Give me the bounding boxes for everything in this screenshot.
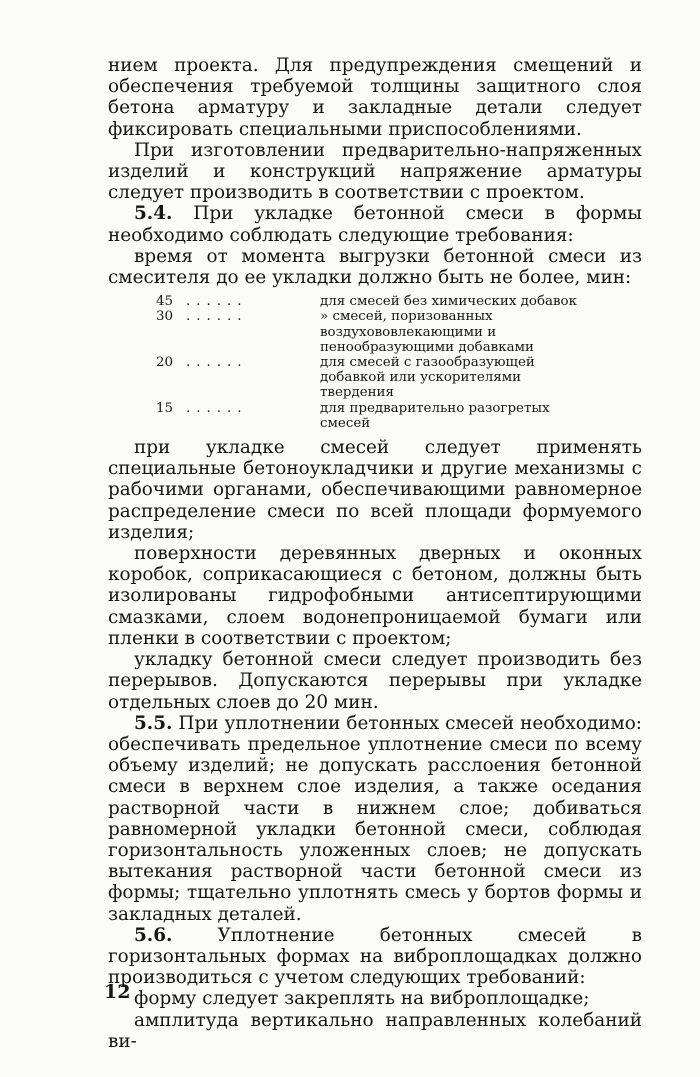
table-minutes: 45 bbox=[156, 294, 174, 310]
paragraph-amplitude: амплитуда вертикально направленных колебаний ви- bbox=[108, 1009, 642, 1052]
table-desc: для смесей с газообразующей добавкой или ускорителями твердения bbox=[320, 355, 535, 401]
section-5-5 bbox=[108, 713, 642, 925]
table-row bbox=[156, 355, 642, 401]
table-row bbox=[156, 401, 642, 431]
table-dots: ...... bbox=[186, 355, 248, 371]
section-number: 5.5. bbox=[134, 712, 173, 734]
section-text: При уплотнении бетонных смесей необходимо: обеспечивать предельное уплотнение смеси по всему объему изделий; не допускать расслоения бетонной смеси в верхнем слое изделия, а также оседания растворной части в нижнем слое; добиваться равномерной укладки бетонной смеси, соблюдая горизонтальность уложенных слоев; не допускать вытекания растворной части бетонной смеси из формы; тщательно уплотнять смесь у бортов формы и закладных деталей. bbox=[108, 712, 642, 925]
table-desc: » смесей, поризованных воздухововлекающими и пенообразующими добавками bbox=[320, 309, 534, 355]
paragraph-surfaces: поверхности деревянных дверных и оконных коробок, соприкасающиеся с бетоном, должны быть изолированы гидрофобными антисептирующими смазками, слоем водонепроницаемой бумаги или пленки в соответствии с проектом; bbox=[108, 543, 642, 649]
paragraph-time: время от момента выгрузки бетонной смеси из смесителя до ее укладки должно быть не более, мин: bbox=[108, 245, 642, 289]
paragraph-fix-form: форму следует закреплять на виброплощадке; bbox=[134, 988, 590, 1010]
page-number: 12 bbox=[104, 981, 131, 1003]
section-text: Уплотнение бетонных смесей в горизонтальных формах на виброплощадках должно производиться с учетом следующих требований: bbox=[108, 924, 642, 989]
paragraph-1: нием проекта. Для предупреждения смещений и обеспечения требуемой толщины защитного слоя бетона арматуру и закладные детали следует фиксировать специальными приспособлениями. bbox=[108, 55, 642, 140]
table-dots: ...... bbox=[186, 309, 248, 325]
section-number: 5.4. bbox=[134, 203, 173, 225]
table-desc: для смесей без химических добавок bbox=[320, 294, 577, 310]
table-desc: для предварительно разогретых смесей bbox=[320, 400, 550, 431]
paragraph-no-breaks: укладку бетонной смеси следует производить без перерывов. Допускаются перерывы при укладке отдельных слоев до 20 мин. bbox=[108, 649, 642, 713]
section-5-4 bbox=[108, 203, 642, 245]
section-5-6 bbox=[108, 925, 642, 989]
time-table bbox=[156, 294, 642, 431]
paragraph-2: При изготовлении предварительно-напряженных изделий и конструкций напряжение арматуры следует производить в соответствии с проектом. bbox=[108, 139, 642, 204]
table-minutes: 30 bbox=[156, 309, 174, 325]
table-row bbox=[156, 309, 642, 355]
table-dots: ...... bbox=[186, 400, 248, 416]
table-dots: ...... bbox=[186, 294, 248, 310]
section-number: 5.6. bbox=[134, 924, 173, 946]
table-minutes: 20 bbox=[156, 355, 174, 371]
section-text: При укладке бетонной смеси в формы необходимо соблюдать следующие требования: bbox=[108, 203, 642, 246]
page-body bbox=[108, 55, 642, 1052]
table-minutes: 15 bbox=[156, 400, 174, 416]
table-row bbox=[156, 294, 642, 309]
paragraph-placement: при укладке смесей следует применять специальные бетоноукладчики и другие механизмы с рабочими органами, обеспечивающими равномерное распределение смеси по всей площади формуемого изделия; bbox=[108, 437, 642, 543]
